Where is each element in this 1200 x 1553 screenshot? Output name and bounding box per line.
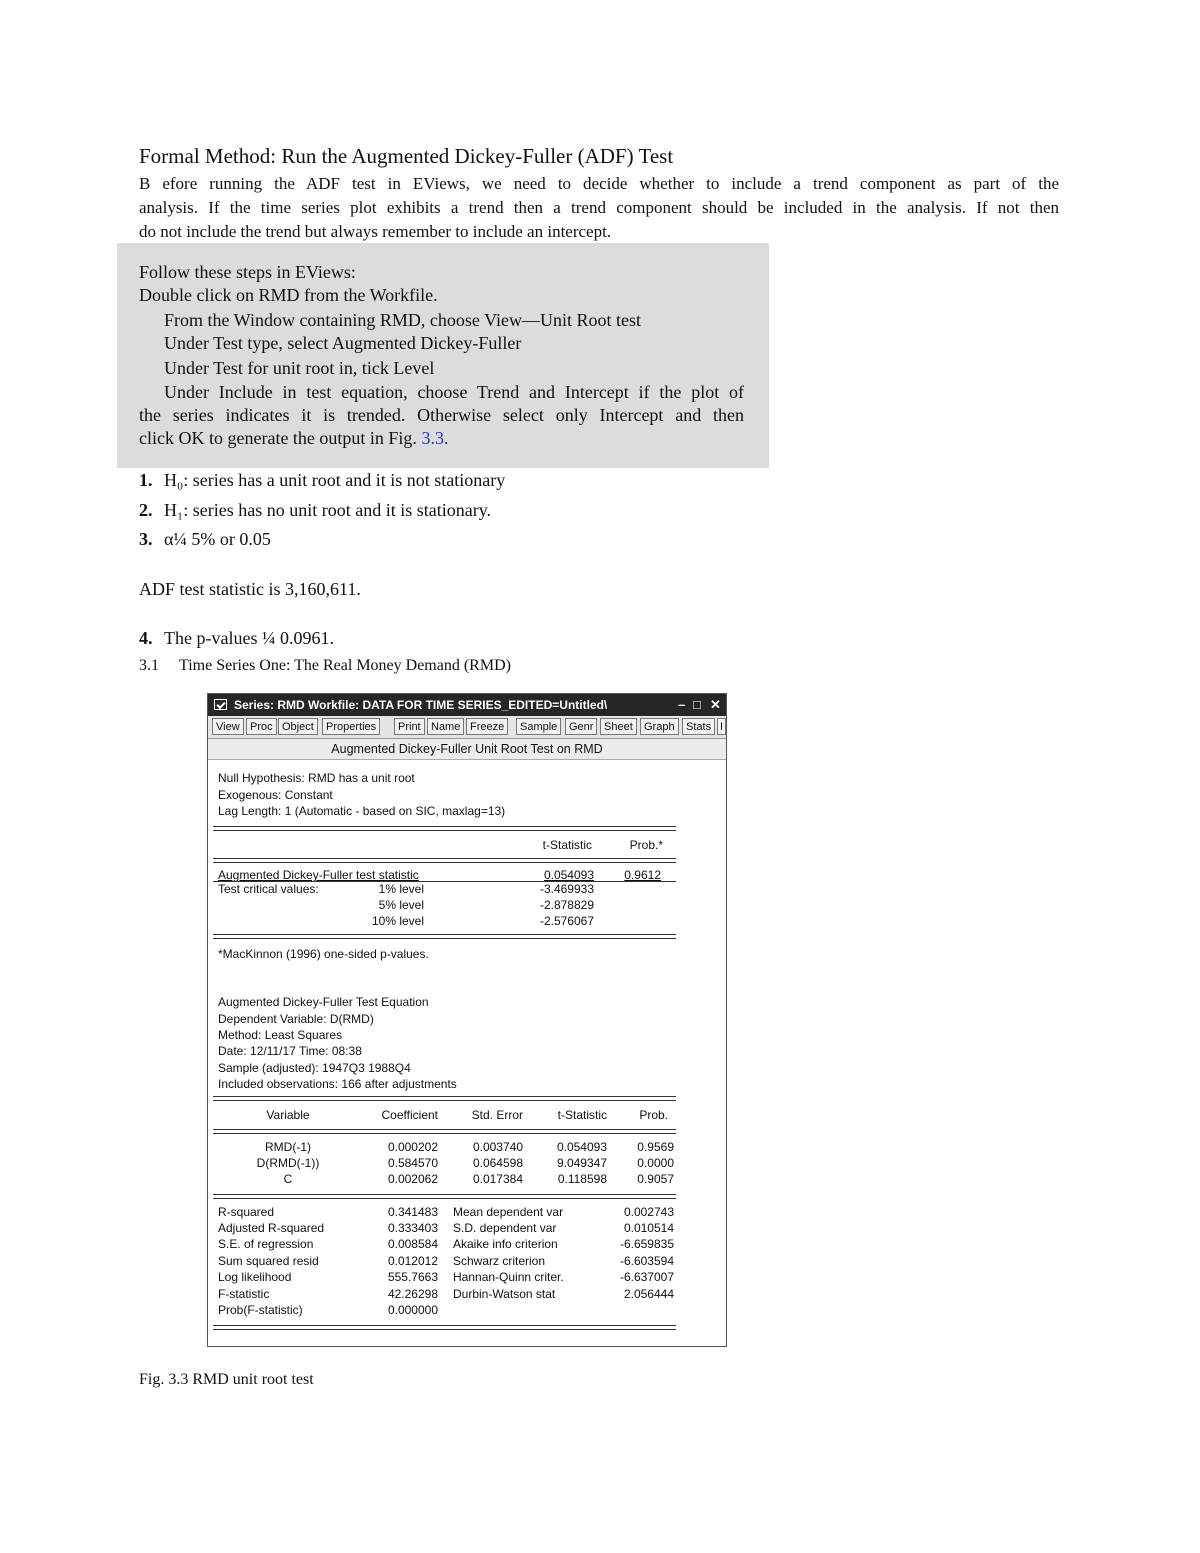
step-line: Double click on RMD from the Workfile. — [139, 285, 438, 305]
variable-name: RMD(-1) — [265, 1140, 311, 1154]
method: Method: Least Squares — [218, 1028, 343, 1042]
toolbar-overflow-button[interactable]: I — [717, 718, 726, 735]
coefficient: 0.002062 — [387, 1172, 438, 1186]
footnote: *MacKinnon (1996) one-sided p-values. — [218, 947, 429, 961]
table-rule — [213, 934, 676, 939]
variable-name: C — [283, 1172, 293, 1186]
list-number: 1. — [139, 470, 153, 490]
crit-level: 1% level — [378, 882, 424, 896]
adf-prob: 0.9612 — [624, 868, 661, 882]
equation-title: Augmented Dickey-Fuller Test Equation — [218, 995, 429, 1009]
stat-label: S.D. dependent var — [453, 1221, 557, 1235]
stat-label: Prob(F-statistic) — [218, 1303, 303, 1317]
table-rule — [213, 1129, 676, 1134]
stat-label: F-statistic — [218, 1287, 270, 1301]
list-item — [139, 628, 334, 649]
steps-title: Follow these steps in EViews: — [139, 262, 356, 282]
t-statistic: 9.049347 — [556, 1156, 607, 1170]
stat-value: 0.333403 — [387, 1221, 438, 1235]
variable-name: D(RMD(-1)) — [256, 1156, 320, 1170]
observations: Included observations: 166 after adjustments — [218, 1077, 457, 1091]
name-button[interactable]: Name — [427, 718, 464, 735]
prob: 0.9569 — [637, 1140, 674, 1154]
col-header: Coefficient — [381, 1108, 438, 1122]
eviews-window — [207, 693, 727, 1347]
toolbar — [208, 716, 726, 739]
step-line: Under Include in test equation, choose Trend and Intercept if the plot of — [164, 382, 744, 402]
stat-value: 555.7663 — [387, 1270, 438, 1284]
step-line: Under Test type, select Augmented Dickey-Fuller — [164, 333, 522, 353]
std-error: 0.017384 — [472, 1172, 523, 1186]
maximize-icon[interactable]: □ — [693, 697, 701, 712]
figure-caption: Fig. 3.3 RMD unit root test — [139, 1371, 314, 1388]
stat-value: 0.000000 — [387, 1303, 438, 1317]
stat-value: 0.012012 — [387, 1254, 438, 1268]
step-line: From the Window containing RMD, choose View—Unit Root test — [164, 310, 641, 330]
null-hypothesis: Null Hypothesis: RMD has a unit root — [218, 771, 415, 785]
step-line: Under Test for unit root in, tick Level — [164, 358, 435, 378]
col-header: t-Statistic — [557, 1108, 607, 1122]
step-line: the series indicates it is trended. Otherwise select only Intercept and then — [139, 405, 744, 425]
intro-line: do not include the trend but always remember to include an intercept. — [139, 222, 612, 241]
table-rule — [213, 1325, 676, 1330]
intro-line: analysis. If the time series plot exhibits a trend then a trend component should be included in the analysis. If not then — [139, 198, 1059, 217]
object-button[interactable]: Object — [278, 718, 318, 735]
adf-stat-label: Augmented Dickey-Fuller test statistic — [218, 868, 419, 882]
stat-label: Hannan-Quinn criter. — [453, 1270, 564, 1284]
table-rule — [213, 1096, 676, 1101]
stat-label: R-squared — [218, 1205, 275, 1219]
prob: 0.0000 — [637, 1156, 674, 1170]
stat-label: Durbin-Watson stat — [453, 1287, 556, 1301]
stat-value: 0.010514 — [623, 1221, 674, 1235]
graph-button[interactable]: Graph — [640, 718, 679, 735]
sample-button[interactable]: Sample — [516, 718, 561, 735]
col-header-tstat: t-Statistic — [542, 838, 592, 852]
list-item — [139, 500, 491, 521]
std-error: 0.064598 — [472, 1156, 523, 1170]
stat-label: Akaike info criterion — [453, 1237, 558, 1251]
list-number: 3. — [139, 529, 153, 549]
list-number: 4. — [139, 628, 153, 648]
figure-link[interactable]: 3.3 — [421, 428, 444, 448]
dependent-variable: Dependent Variable: D(RMD) — [218, 1012, 374, 1026]
prob: 0.9057 — [637, 1172, 674, 1186]
section-heading: Formal Method: Run the Augmented Dickey-Fuller (ADF) Test — [139, 144, 674, 168]
stat-label: Schwarz criterion — [453, 1254, 546, 1268]
stat-value: 42.26298 — [387, 1287, 438, 1301]
output-title: Augmented Dickey-Fuller Unit Root Test on RMD — [208, 739, 726, 760]
step-text: . — [443, 428, 449, 448]
stat-value: -6.603594 — [619, 1254, 674, 1268]
std-error: 0.003740 — [472, 1140, 523, 1154]
col-header: Variable — [266, 1108, 310, 1122]
proc-button[interactable]: Proc — [246, 718, 277, 735]
stats-button[interactable]: Stats — [682, 718, 715, 735]
print-button[interactable]: Print — [394, 718, 425, 735]
stat-label: S.E. of regression — [218, 1237, 314, 1251]
table-rule — [213, 858, 676, 863]
genr-button[interactable]: Genr — [565, 718, 597, 735]
subsection-title: Time Series One: The Real Money Demand (RMD) — [179, 657, 511, 674]
adf-statement: ADF test statistic is 3,160,611. — [139, 579, 361, 599]
list-text: α¼ 5% or 0.05 — [164, 529, 271, 549]
crit-level: 5% level — [378, 898, 424, 912]
sheet-button[interactable]: Sheet — [600, 718, 637, 735]
close-icon[interactable]: ✕ — [710, 697, 721, 712]
crit-level: 10% level — [371, 914, 424, 928]
coefficient: 0.000202 — [387, 1140, 438, 1154]
window-titlebar[interactable] — [208, 694, 726, 716]
coefficient: 0.584570 — [387, 1156, 438, 1170]
output-spool — [208, 760, 726, 1346]
window-title: Series: RMD Workfile: DATA FOR TIME SERIES_EDITED=Untitled\ — [234, 698, 608, 712]
stat-label: Sum squared resid — [218, 1254, 319, 1268]
subsection-heading — [139, 657, 511, 675]
list-text: The p-values ¼ 0.0961. — [164, 628, 334, 648]
crit-value: -2.576067 — [539, 914, 594, 928]
crit-value: -2.878829 — [539, 898, 594, 912]
freeze-button[interactable]: Freeze — [466, 718, 508, 735]
stat-value: -6.637007 — [619, 1270, 674, 1284]
stat-value: 0.002743 — [623, 1205, 674, 1219]
t-statistic: 0.118598 — [557, 1172, 607, 1186]
list-text: H₀: series has a unit root and it is not stationary — [164, 470, 506, 490]
stat-value: -6.659835 — [619, 1237, 674, 1251]
table-rule — [213, 1194, 676, 1199]
stat-label: Mean dependent var — [453, 1205, 564, 1219]
intro-paragraph — [139, 172, 1059, 244]
adf-tstat: 0.054093 — [543, 868, 594, 882]
series-window-icon — [214, 699, 227, 710]
crit-value: -3.469933 — [539, 882, 594, 896]
date-time: Date: 12/11/17 Time: 08:38 — [218, 1044, 362, 1058]
col-header-prob: Prob.* — [629, 838, 663, 852]
list-item — [139, 470, 505, 491]
table-rule — [213, 826, 676, 831]
list-number: 2. — [139, 500, 153, 520]
subsection-number: 3.1 — [139, 657, 159, 674]
t-statistic: 0.054093 — [556, 1140, 607, 1154]
stat-value: 0.008584 — [387, 1237, 438, 1251]
col-header: Std. Error — [471, 1108, 523, 1122]
minimize-icon[interactable]: – — [678, 697, 686, 712]
intro-line: B efore running the ADF test in EViews, we need to decide whether to include a trend component as part of the — [139, 174, 1059, 193]
lag-length: Lag Length: 1 (Automatic - based on SIC, maxlag=13) — [218, 804, 506, 818]
stat-value: 2.056444 — [623, 1287, 674, 1301]
stat-label: Adjusted R-squared — [218, 1221, 325, 1235]
view-button[interactable]: View — [212, 718, 244, 735]
col-header: Prob. — [639, 1108, 668, 1122]
steps-box — [117, 243, 769, 468]
exogenous: Exogenous: Constant — [218, 788, 333, 802]
stat-value: 0.341483 — [387, 1205, 438, 1219]
step-text: click OK to generate the output in Fig. — [139, 428, 422, 448]
stat-label: Log likelihood — [218, 1270, 292, 1284]
critical-values-label: Test critical values: — [218, 882, 319, 896]
list-item — [139, 529, 271, 550]
step-line — [139, 428, 448, 449]
list-text: H₁: series has no unit root and it is stationary. — [164, 500, 492, 520]
properties-button[interactable]: Properties — [322, 718, 380, 735]
sample: Sample (adjusted): 1947Q3 1988Q4 — [218, 1061, 411, 1075]
